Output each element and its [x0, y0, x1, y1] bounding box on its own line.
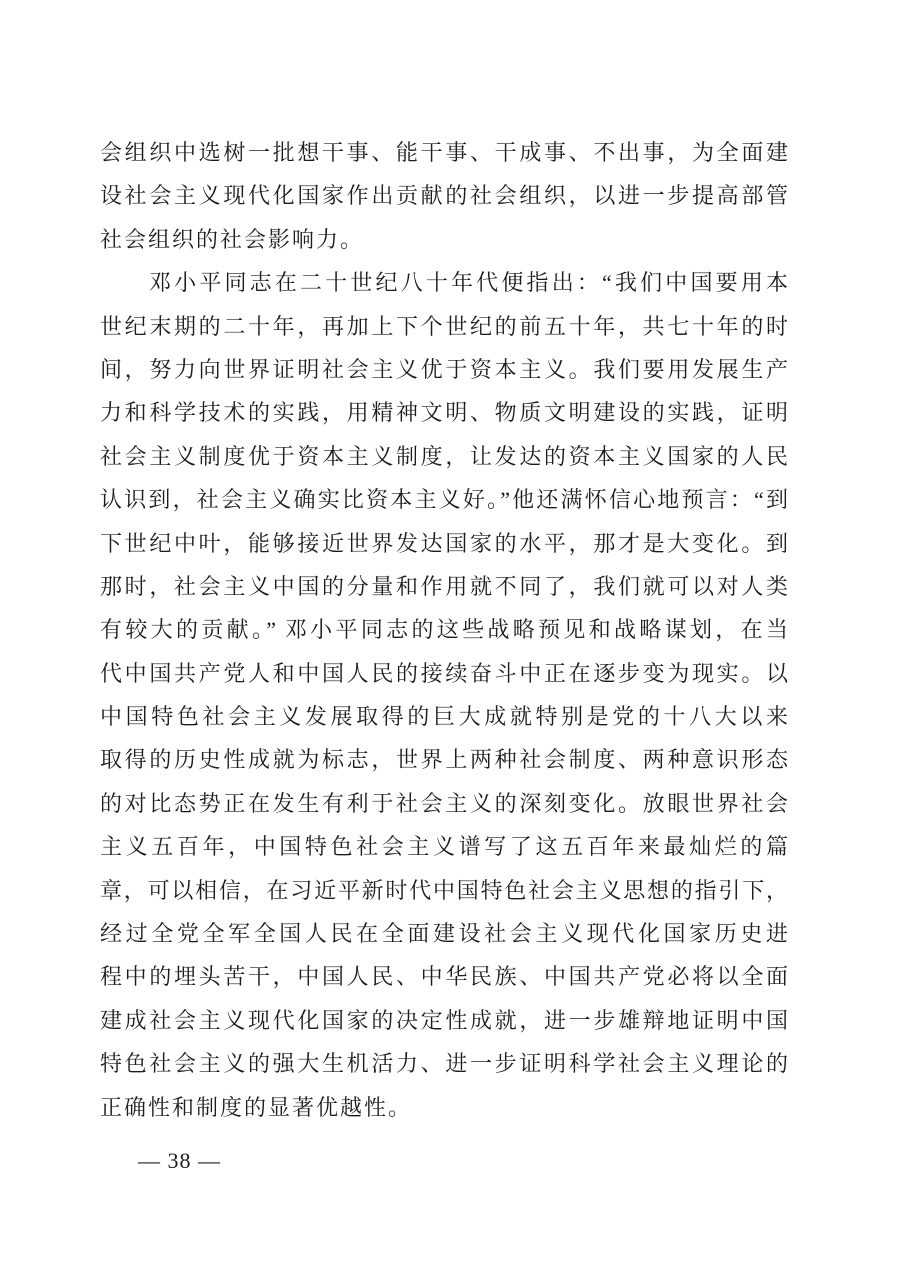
text-line: 会组织中选树一批想干事、能干事、干成事、不出事，为全面建 — [100, 140, 788, 165]
body-text — [100, 131, 788, 1129]
text-line: 那时，社会主义中国的分量和作用就不同了，我们就可以对人类 — [100, 573, 788, 599]
text-line: 经过全党全军全国人民在全面建设社会主义现代化国家历史进 — [100, 921, 788, 947]
text-line: 中国特色社会主义发展取得的巨大成就特别是党的十八大以来 — [100, 704, 788, 730]
text-line: 的对比态势正在发生有利于社会主义的深刻变化。放眼世界社会 — [100, 790, 788, 816]
text-line: 社会主义制度优于资本主义制度，让发达的资本主义国家的人民 — [100, 443, 788, 469]
text-line: 间，努力向世界证明社会主义优于资本主义。我们要用发展生产 — [100, 356, 788, 382]
text-line: 程中的埋头苦干，中国人民、中华民族、中国共产党必将以全面 — [100, 964, 788, 990]
text-line: 有较大的贡献。” 邓小平同志的这些战略预见和战略谋划，在当 — [100, 617, 788, 643]
page-number: — 38 — — [138, 1148, 221, 1173]
text-line: 正确性和制度的显著优越性。 — [100, 1094, 413, 1120]
text-line: 取得的历史性成就为标志，世界上两种社会制度、两种意识形态 — [100, 747, 788, 773]
text-line: 设社会主义现代化国家作出贡献的社会组织，以进一步提高部管 — [100, 183, 788, 209]
text-line: 力和科学技术的实践，用精神文明、物质文明建设的实践，证明 — [100, 400, 788, 426]
text-line: 代中国共产党人和中国人民的接续奋斗中正在逐步变为现实。以 — [100, 660, 788, 686]
text-line: 下世纪中叶，能够接近世界发达国家的水平，那才是大变化。到 — [100, 530, 788, 556]
text-line: 认识到，社会主义确实比资本主义好。”他还满怀信心地预言：“到 — [100, 487, 788, 513]
text-line: 世纪末期的二十年，再加上下个世纪的前五十年，共七十年的时 — [100, 313, 788, 339]
text-line: 建成社会主义现代化国家的决定性成就，进一步雄辩地证明中国 — [100, 1007, 788, 1033]
text-line: 主义五百年，中国特色社会主义谱写了这五百年来最灿烂的篇 — [100, 834, 788, 860]
paragraph-1 — [100, 131, 788, 261]
text-line: 特色社会主义的强大生机活力、进一步证明科学社会主义理论的 — [100, 1051, 788, 1077]
text-line: 邓小平同志在二十世纪八十年代便指出：“我们中国要用本 — [149, 270, 788, 296]
paragraph-2 — [100, 261, 788, 1129]
text-line: 章，可以相信，在习近平新时代中国特色社会主义思想的指引下， — [100, 877, 788, 903]
text-line: 社会组织的社会影响力。 — [100, 226, 365, 252]
